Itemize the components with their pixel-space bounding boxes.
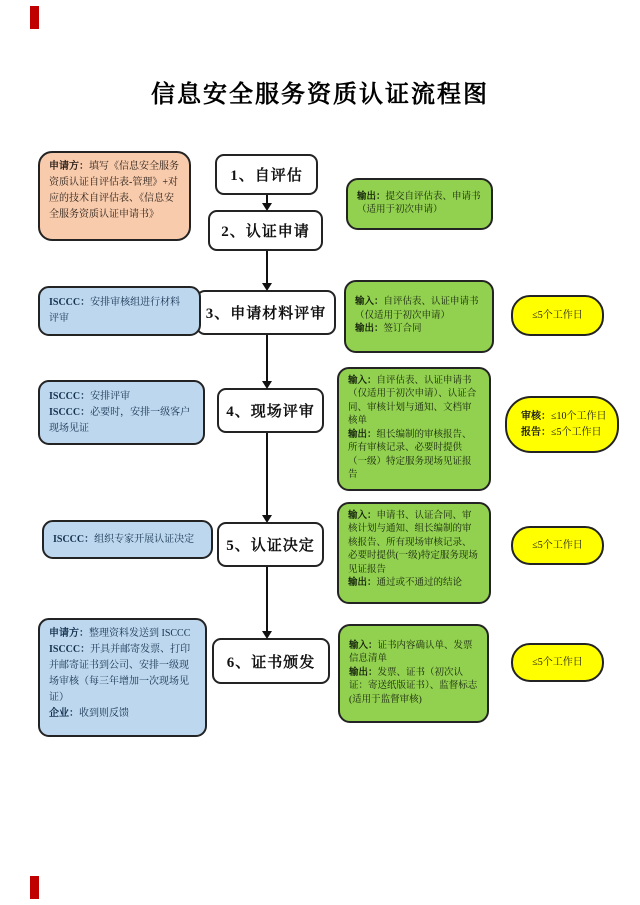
io-text: 提交自评估表、申请书（适用于初次申请） (357, 191, 481, 215)
io-text: 通过或不通过的结论 (376, 578, 463, 589)
note-label: ISCCC： (49, 406, 91, 418)
note-line (49, 642, 196, 706)
note-text: 安排审核组进行材料评审 (49, 297, 181, 324)
note-line (49, 405, 194, 437)
arrow-down-icon (266, 433, 268, 521)
note-text: 开具并邮寄发票、打印并邮寄证书到公司、安排一级现场审核（每三年增加一次现场见证） (49, 644, 191, 703)
arrow-down-icon (266, 567, 268, 637)
note-text: 安排评审 (90, 390, 131, 402)
duration-text: ≤5个工作日 (532, 656, 583, 668)
note-line (53, 532, 202, 548)
duration-line (521, 425, 608, 441)
duration-note-decision (511, 526, 604, 565)
flow-step-decision (217, 522, 324, 567)
duration-text: ≤5个工作日 (532, 539, 583, 551)
io-label: 输入： (348, 511, 377, 521)
io-note-onsite-review (337, 367, 491, 491)
duration-label: 报告： (521, 426, 551, 438)
duration-note-certificate (511, 643, 604, 682)
note-label: 企业： (49, 708, 79, 719)
io-label: 输出： (349, 667, 378, 678)
duration-line (532, 538, 583, 554)
note-isccc-material-review (38, 286, 201, 336)
note-label: 申请方： (49, 628, 89, 639)
flow-step-label: 6、证书颁发 (226, 654, 316, 671)
io-text: 签订合同 (383, 324, 422, 335)
io-line (348, 375, 480, 429)
flow-step-label: 1、自评估 (230, 168, 303, 184)
io-text: 自评估表、认证申请书（仅适用于初次申请）、认证合同、审核计划与通知、文档审核单 (348, 376, 477, 427)
note-label: ISCCC： (49, 297, 91, 308)
note-isccc-decision (42, 520, 213, 559)
io-line (349, 667, 478, 707)
io-text: 发票、证书（初次认证：寄送纸版证书）、监督标志(适用于监督审核) (349, 667, 478, 705)
duration-note-onsite-review (505, 396, 619, 453)
io-text: 申请书、认证合同、审核计划与通知、组长编制的审核报告、所有现场审核记录、必要时提供(一级)特定服务现场见证报告 (348, 511, 478, 575)
io-line (348, 510, 480, 577)
flow-step-certificate (212, 638, 330, 684)
note-label: ISCCC： (49, 390, 91, 402)
flow-step-label: 3、申请材料评审 (205, 306, 327, 322)
io-label: 输出： (348, 429, 377, 440)
red-mark-top (30, 6, 39, 29)
duration-note-material-review (511, 295, 604, 336)
note-text: 组织专家开展认证决定 (94, 533, 195, 545)
flow-step-label: 4、现场评审 (226, 404, 315, 420)
io-line (357, 191, 482, 218)
duration-line (532, 308, 583, 324)
note-text: 填写《信息安全服务资质认证自评估表-管理》+对应的技术自评估表、《信息安全服务资质认证申请书》 (49, 161, 179, 220)
note-label: 申请方： (49, 161, 89, 172)
duration-text: ≤5个工作日 (532, 309, 583, 321)
io-label: 输入： (348, 376, 377, 386)
arrow-down-icon (266, 335, 268, 387)
flow-step-label: 5、认证决定 (226, 538, 315, 554)
flow-step-self-assessment (215, 154, 318, 195)
note-line (49, 295, 190, 327)
duration-label: 审核： (521, 410, 551, 422)
io-note-decision (337, 502, 491, 604)
io-text: 组长编制的审核报告、所有审核记录、必要时提供（一级）特定服务现场见证报告 (348, 429, 472, 481)
io-label: 输出： (348, 578, 377, 589)
duration-text: ≤10个工作日 (551, 410, 607, 422)
flow-step-application (208, 210, 323, 251)
red-mark-bottom (30, 876, 39, 899)
note-label: ISCCC： (49, 644, 91, 655)
io-line (349, 640, 478, 667)
flow-step-onsite-review (217, 388, 324, 433)
io-note-self-assessment (346, 178, 493, 230)
io-note-material-review (344, 280, 494, 353)
io-label: 输出： (357, 191, 386, 202)
flow-step-material-review (196, 290, 336, 335)
note-line (49, 706, 196, 722)
duration-line (521, 409, 608, 425)
io-label: 输出： (355, 324, 384, 335)
note-line (49, 389, 194, 405)
note-label: ISCCC： (53, 533, 95, 545)
note-text: 必要时，安排一级客户现场见证 (49, 406, 191, 434)
io-text: 证书内容确认单、发票信息清单 (349, 640, 473, 665)
io-label: 输入： (355, 297, 384, 308)
flow-step-label: 2、认证申请 (221, 224, 310, 240)
note-text: 整理资料发送到 ISCCC (89, 628, 191, 639)
note-text: 收到则反馈 (79, 708, 129, 719)
io-line (355, 296, 483, 323)
io-line (348, 429, 480, 483)
io-line (348, 577, 480, 590)
duration-line (532, 655, 583, 671)
note-line (49, 626, 196, 642)
note-certificate-handling (38, 618, 207, 737)
arrow-down-icon (266, 251, 268, 289)
io-note-certificate (338, 624, 489, 723)
note-line (49, 159, 180, 223)
page-title: 信息安全服务资质认证流程图 (151, 81, 489, 108)
note-isccc-onsite-review (38, 380, 205, 445)
io-label: 输入： (349, 640, 378, 651)
note-applicant-prepare (38, 151, 191, 241)
io-text: 自评估表、认证申请书（仅适用于初次申请） (355, 297, 479, 321)
arrow-down-icon (266, 195, 268, 209)
io-line (355, 323, 483, 336)
duration-text: ≤5个工作日 (551, 426, 602, 438)
